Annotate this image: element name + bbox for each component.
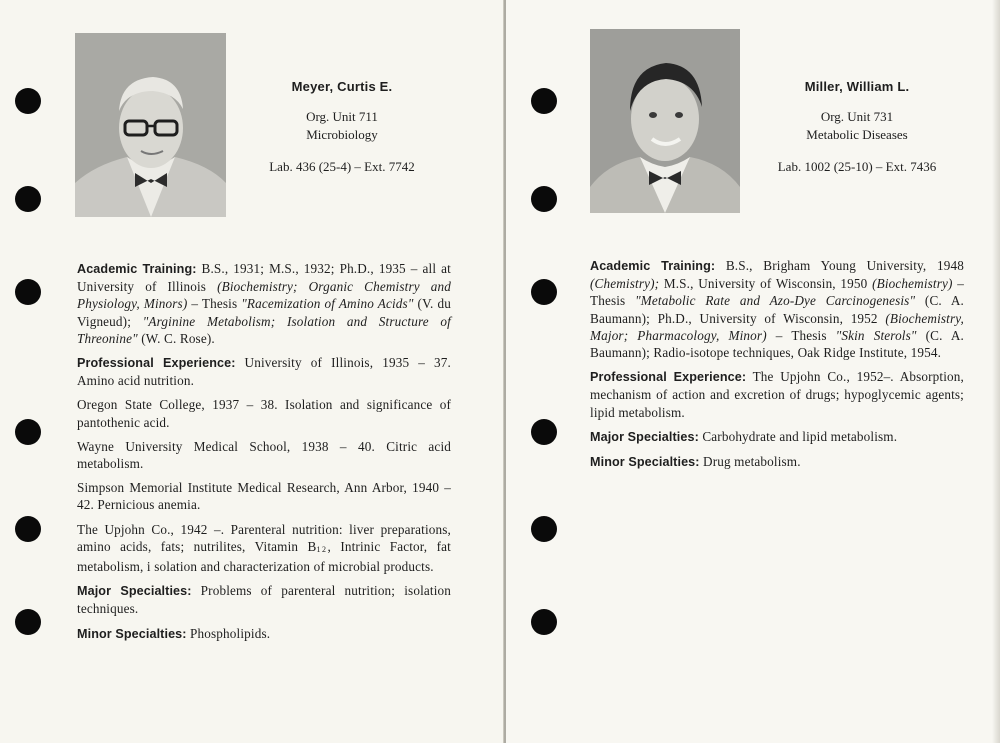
- major-specialties: Major Specialties: Problems of parenteral nutrition; isolation techniques.: [77, 583, 452, 617]
- person-name: Meyer, Curtis E.: [291, 79, 393, 94]
- experience-entry: Oregon State College, 1937 – 38. Isolation and significance of pantothenic acid.: [77, 397, 451, 430]
- punch-hole: [531, 516, 557, 542]
- profile-header: [752, 78, 962, 176]
- experience-entry: The Upjohn Co., 1942 –. Parenteral nutrition: liver preparations, amino acids, fats; nutrilites, Vitamin $B_{12}$, Intrinic Factor, fat metabolism, i solation and characterization of microbial products.: [77, 521, 451, 575]
- section-label: Minor Specialties:: [77, 626, 187, 641]
- experience-entry: Simpson Memorial Institute Medical Research, Ann Arbor, 1940 – 42. Pernicious anemia.: [77, 480, 451, 513]
- department: Metabolic Diseases: [806, 127, 908, 142]
- punch-hole: [15, 516, 41, 542]
- person-name: Miller, William L.: [804, 79, 910, 94]
- punch-hole: [15, 609, 41, 635]
- section-label: Major Specialties:: [77, 584, 192, 599]
- org-unit: Org. Unit 731: [820, 109, 894, 124]
- punch-hole: [531, 279, 557, 305]
- profile-body: [77, 260, 451, 650]
- profile-header: [238, 78, 446, 176]
- section-label: Academic Training:: [590, 259, 716, 273]
- portrait-photo: [590, 29, 740, 213]
- portrait-photo: [75, 33, 226, 217]
- section-label: Professional Experience:: [77, 356, 236, 371]
- academic-training: Academic Training: B.S., 1931; M.S., 1932; Ph.D., 1935 – all at University of Illinois (Biochemistry; Organic Chemistry and Physiology, Minors) – Thesis "Racemization of Amino Acids" (V. du Vigneud); "Arginine Metabolism; Isolation and Structure of Threonine" (W. C. Rose).: [77, 261, 451, 346]
- punch-hole: [15, 186, 41, 212]
- punch-hole: [531, 186, 557, 212]
- section-label: Professional Experience:: [590, 370, 747, 385]
- punch-hole: [15, 88, 41, 114]
- lab-extension: Lab. 1002 (25-10) – Ext. 7436: [777, 159, 937, 174]
- minor-specialties: Minor Specialties: Drug metabolism.: [590, 454, 801, 470]
- experience-entry: Wayne University Medical School, 1938 – 40. Citric acid metabolism.: [77, 438, 451, 472]
- page-edge: [992, 0, 1000, 743]
- punch-hole: [531, 609, 557, 635]
- minor-specialties: Minor Specialties: Phospholipids.: [77, 625, 271, 641]
- punch-hole: [15, 419, 41, 445]
- professional-experience: Professional Experience: University of Illinois, 1935 – 37. Amino acid nutrition.: [77, 355, 451, 389]
- lab-extension: Lab. 436 (25-4) – Ext. 7742: [269, 159, 415, 174]
- professional-experience: Professional Experience: The Upjohn Co., 1952–. Absorption, mechanism of action and excretion of drugs; hypoglycemic agents; lipid metabolism.: [590, 369, 964, 420]
- punch-hole: [15, 279, 41, 305]
- academic-training: Academic Training: B.S., Brigham Young University, 1948 (Chemistry); M.S., University of Wisconsin, 1950 (Biochemistry) – Thesis "Metabolic Rate and Azo-Dye Carcinogenesis" (C. A. Baumann); Ph.D., University of Wisconsin, 1952 (Biochemistry, Major; Pharmacology, Minor) – Thesis "Skin Sterols" (C. A. Baumann); Radio-isotope techniques, Oak Ridge Institute, 1954.: [590, 258, 964, 361]
- major-specialties: Major Specialties: Carbohydrate and lipid metabolism.: [590, 428, 898, 444]
- section-label: Academic Training:: [77, 262, 197, 276]
- department: Microbiology: [306, 127, 378, 142]
- section-label: Major Specialties:: [590, 429, 699, 444]
- right-page: [506, 0, 1000, 743]
- punch-hole: [531, 88, 557, 114]
- punch-hole: [531, 419, 557, 445]
- profile-body: [590, 257, 964, 478]
- org-unit: Org. Unit 711: [306, 109, 378, 124]
- section-label: Minor Specialties:: [590, 455, 700, 470]
